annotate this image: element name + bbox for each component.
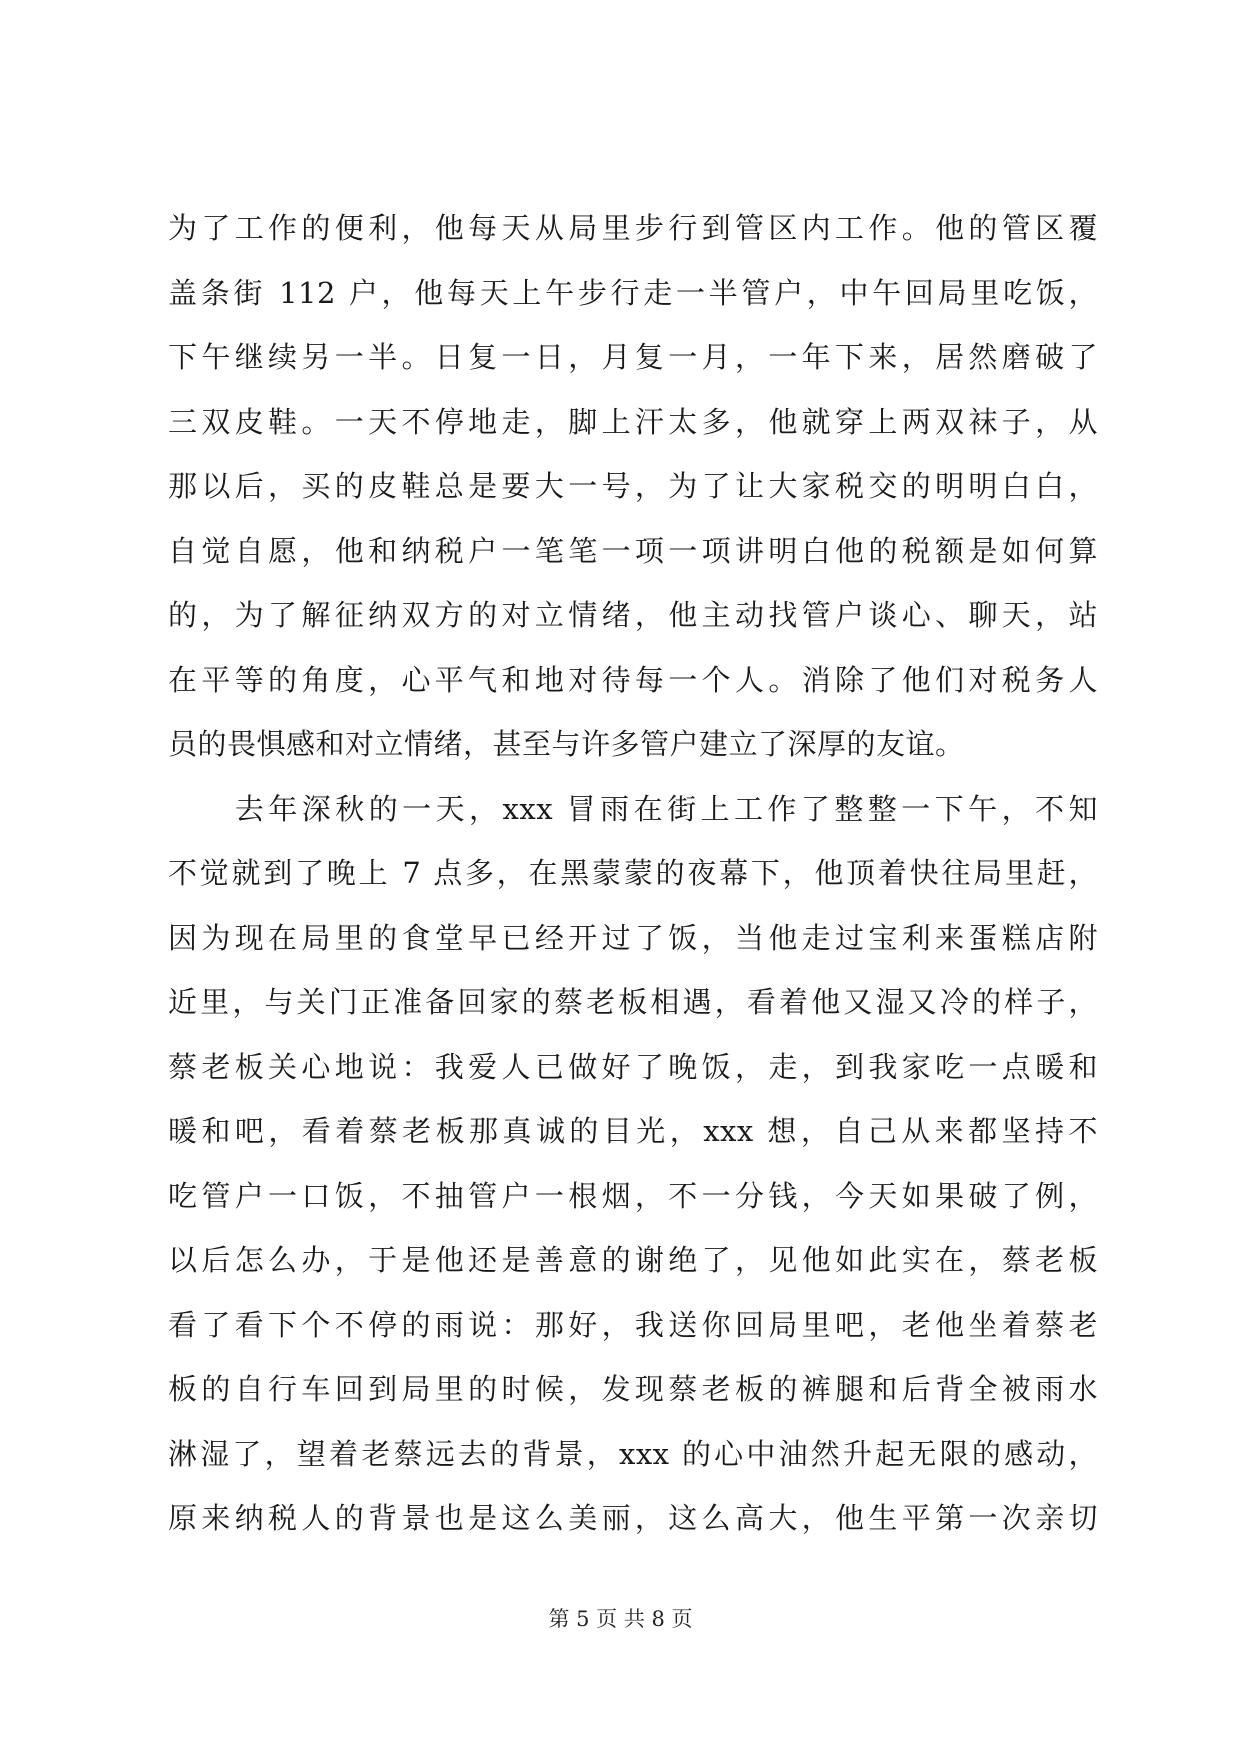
text-line: 淋湿了，望着老蔡远去的背景，xxx 的心中油然升起无限的感动， <box>168 1436 1098 1471</box>
text-line: 为了工作的便利，他每天从局里步行到管区内工作。他的管区覆 <box>168 211 1098 245</box>
text-line: 因为现在局里的食堂早已经开过了饭，当他走过宝利来蛋糕店附 <box>168 920 1098 955</box>
text-line: 蔡老板关心地说：我爱人已做好了晚饭，走，到我家吃一点暖和 <box>168 1049 1098 1084</box>
text-line: 板的自行车回到局里的时候，发现蔡老板的裤腿和后背全被雨水 <box>168 1372 1098 1406</box>
body-text <box>168 196 1098 1551</box>
text-line: 自觉自愿，他和纳税户一笔笔一项一项讲明白他的税额是如何算 <box>168 533 1098 568</box>
text-line: 暖和吧，看着蔡老板那真诚的目光，xxx 想，自己从来都坚持不 <box>168 1114 1098 1148</box>
text-line: 以后怎么办，于是他还是善意的谢绝了，见他如此实在，蔡老板 <box>168 1243 1098 1277</box>
text-line: 下午继续另一半。日复一日，月复一月，一年下来，居然磨破了 <box>168 340 1098 374</box>
text-line: 不觉就到了晚上 7 点多，在黑蒙蒙的夜幕下，他顶着快往局里赶， <box>168 856 1098 890</box>
text-line: 三双皮鞋。一天不停地走，脚上汗太多，他就穿上两双袜子，从 <box>168 404 1098 439</box>
text-line: 盖条街 112 户，他每天上午步行走一半管户，中午回局里吃饭， <box>168 275 1098 310</box>
text-line: 近里，与关门正准备回家的蔡老板相遇，看着他又湿又冷的样子， <box>168 985 1098 1019</box>
text-line: 的，为了解征纳双方的对立情绪，他主动找管户谈心、聊天，站 <box>168 598 1098 632</box>
text-line: 去年深秋的一天，xxx 冒雨在街上工作了整整一下午，不知 <box>168 791 1098 826</box>
text-line: 原来纳税人的背景也是这么美丽，这么高大，他生平第一次亲切 <box>168 1501 1098 1535</box>
text-line: 那以后，买的皮鞋总是要大一号，为了让大家税交的明明白白， <box>168 469 1098 503</box>
text-line: 员的畏惧感和对立情绪，甚至与许多管户建立了深厚的友谊。 <box>168 727 965 761</box>
text-line: 看了看下个不停的雨说：那好，我送你回局里吧，老他坐着蔡老 <box>168 1307 1098 1342</box>
text-line: 吃管户一口饭，不抽管户一根烟，不一分钱，今天如果破了例， <box>168 1178 1098 1213</box>
page-footer: 第 5 页 共 8 页 <box>548 1607 693 1631</box>
text-line: 在平等的角度，心平气和地对待每一个人。消除了他们对税务人 <box>168 662 1098 697</box>
